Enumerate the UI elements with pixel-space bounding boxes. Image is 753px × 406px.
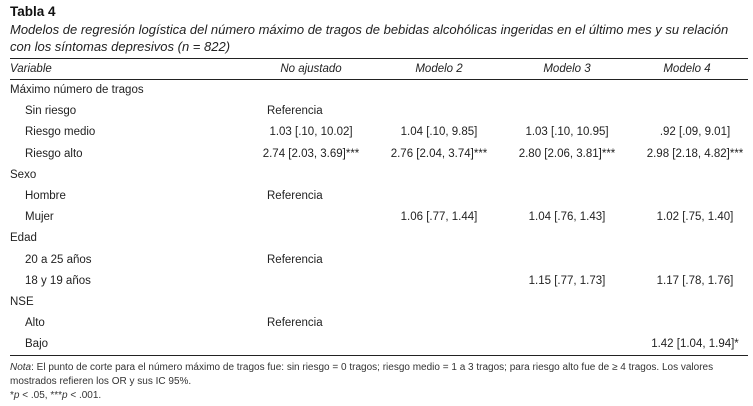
table-row xyxy=(10,81,748,102)
note-label: Nota xyxy=(10,362,32,373)
table-cell-c1: Referencia xyxy=(267,253,323,266)
table-cell-c4: .92 [.09, 9.01] xyxy=(659,126,731,139)
row-group-label: NSE xyxy=(10,296,34,308)
significance-end: < .001. xyxy=(67,390,102,401)
table-cell-c1: Referencia xyxy=(267,317,323,330)
table-caption: Modelos de regresión logística del número máximo de tragos de bebidas alcohólicas ingeridas en el último mes y su relación con los síntomas depresivos (n = 822) xyxy=(10,22,729,54)
header-rule xyxy=(10,79,748,80)
table-cell-c2: 2.76 [2.04, 3.74]*** xyxy=(390,147,488,160)
table-cell-c4: 2.98 [2.18, 4.82]*** xyxy=(646,147,744,160)
table-row xyxy=(10,166,748,187)
table-cell-c1: Referencia xyxy=(267,190,323,202)
table-row xyxy=(10,314,748,335)
header-modelo-4: Modelo 4 xyxy=(663,63,711,75)
significance-star: * xyxy=(10,390,14,401)
table-cell-c3: 1.15 [.77, 1.73] xyxy=(528,274,606,287)
table-note xyxy=(10,361,750,403)
table-cell-c4: 1.02 [.75, 1.40] xyxy=(656,211,734,224)
top-rule xyxy=(10,58,748,59)
table-row xyxy=(10,335,748,356)
significance-p-2: p xyxy=(62,390,68,401)
table-row xyxy=(10,229,748,250)
table-row xyxy=(10,251,748,272)
bottom-rule xyxy=(10,355,748,356)
note-text: : El punto de corte para el número máximo de tragos fue: sin riesgo = 0 tragos; riesgo medio = 1 a 3 tragos; para riesgo alto fue de ≥ 4 tragos. Los valores mostrados refieren los OR y sus IC 95%. xyxy=(10,362,714,387)
table-cell-c4: 1.42 [1.04, 1.94]* xyxy=(651,338,739,351)
table-row xyxy=(10,187,748,208)
table-cell-c3: 2.80 [2.06, 3.81]*** xyxy=(518,147,616,160)
row-label: Bajo xyxy=(25,338,49,351)
table-row xyxy=(10,102,748,123)
table-cell-c3: 1.03 [.10, 10.95] xyxy=(525,126,609,139)
table-label: Tabla 4 xyxy=(10,4,56,19)
header-variable: Variable xyxy=(10,63,52,75)
table-cell-c1: Referencia xyxy=(267,105,323,118)
row-label: Hombre xyxy=(25,190,66,202)
row-label: Sin riesgo xyxy=(25,105,77,118)
header-modelo-2: Modelo 2 xyxy=(415,63,463,75)
row-group-label: Máximo número de tragos xyxy=(10,84,144,96)
table-cell-c2: 1.06 [.77, 1.44] xyxy=(400,211,478,224)
table-cell-c2: 1.04 [.10, 9.85] xyxy=(400,126,478,139)
table-cell-c3: 1.04 [.76, 1.43] xyxy=(528,211,606,224)
row-label: Riesgo medio xyxy=(25,126,96,139)
table-cell-c1: 2.74 [2.03, 3.69]*** xyxy=(262,147,360,160)
header-no-ajustado: No ajustado xyxy=(280,63,342,75)
significance-mid: < .05, *** xyxy=(19,390,62,401)
row-label: 18 y 19 años xyxy=(25,274,91,287)
header-modelo-3: Modelo 3 xyxy=(543,63,591,75)
row-label: Alto xyxy=(25,317,45,330)
table-row xyxy=(10,272,748,293)
table-cell-c4: 1.17 [.78, 1.76] xyxy=(656,274,734,287)
significance-p-1: p xyxy=(13,390,20,401)
table-row xyxy=(10,208,748,229)
row-label: Mujer xyxy=(25,211,54,224)
table-row xyxy=(10,123,748,144)
row-label: 20 a 25 años xyxy=(25,253,92,266)
table-row xyxy=(10,145,748,166)
row-group-label: Edad xyxy=(10,232,37,245)
table-cell-c1: 1.03 [.10, 10.02] xyxy=(269,126,353,139)
row-group-label: Sexo xyxy=(10,168,37,181)
table-row xyxy=(10,293,748,314)
row-label: Riesgo alto xyxy=(25,147,83,160)
